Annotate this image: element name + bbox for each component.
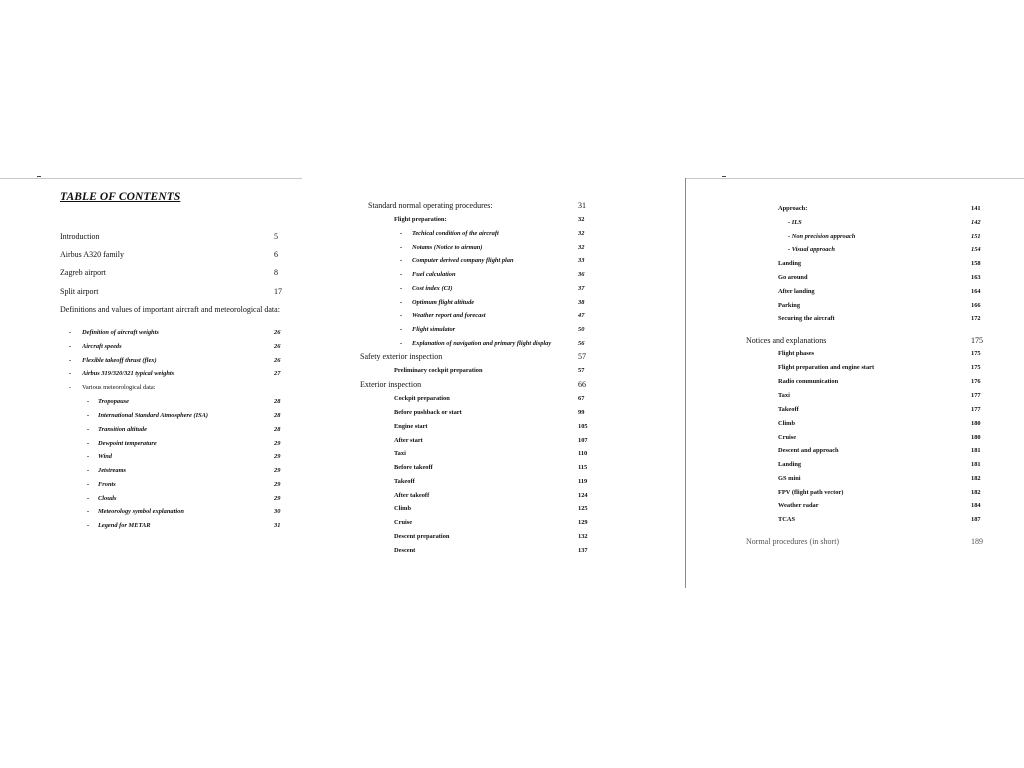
toc-entry-text: Zagreb airport bbox=[60, 268, 106, 277]
toc-entry-text: Optimum flight altitude bbox=[412, 299, 475, 306]
toc-entry-text: Cockpit preparation bbox=[394, 395, 450, 402]
toc-entry-text: Flight phases bbox=[778, 350, 815, 357]
toc-entry bbox=[394, 462, 588, 474]
toc-page-number: 115 bbox=[578, 464, 588, 471]
toc-entry-text: Engine start bbox=[394, 423, 428, 430]
toc-entry bbox=[394, 365, 585, 377]
toc-entry-text: Various meteorological data: bbox=[82, 384, 156, 391]
toc-page-number: 29 bbox=[274, 495, 281, 502]
toc-entry-text: Safety exterior inspection bbox=[360, 352, 443, 361]
toc-entry-text: Jetstreams bbox=[98, 467, 127, 474]
toc-entry-text: Airbus 319/320/321 typical weights bbox=[82, 370, 175, 377]
toc-entry bbox=[60, 304, 280, 315]
toc-page-number: 164 bbox=[971, 288, 981, 295]
toc-page-number: 29 bbox=[274, 440, 281, 447]
toc-page-number: 141 bbox=[971, 205, 981, 212]
toc-entry-text: Climb bbox=[778, 420, 796, 427]
toc-entry-text: Taxi bbox=[778, 392, 790, 399]
toc-entry bbox=[778, 390, 981, 402]
toc-entry-text: Fronts bbox=[98, 481, 116, 488]
page-top-rule-left bbox=[0, 178, 302, 179]
toc-entry-text: Split airport bbox=[60, 287, 99, 296]
toc-entry bbox=[60, 249, 278, 261]
toc-bullet-dash: - bbox=[87, 453, 90, 460]
toc-entry bbox=[778, 459, 981, 471]
toc-page-number: 176 bbox=[971, 378, 981, 385]
toc-page-number: 132 bbox=[578, 533, 588, 540]
toc-page-number: 182 bbox=[971, 475, 981, 482]
toc-entry-text: Definition of aircraft weights bbox=[82, 329, 159, 336]
toc-entry-text: Introduction bbox=[60, 232, 100, 241]
toc-entry bbox=[400, 242, 585, 254]
toc-entry-text: Flight preparation and engine start bbox=[778, 364, 875, 371]
toc-entry bbox=[87, 424, 281, 436]
toc-entry-text: Descent bbox=[394, 547, 416, 554]
toc-entry-text: - Visual approach bbox=[788, 246, 835, 253]
toc-bullet-dash: - bbox=[400, 257, 403, 264]
toc-entry-text: Preliminary cockpit preparation bbox=[394, 367, 483, 374]
toc-entry-text: Taxi bbox=[394, 450, 406, 457]
toc-page-number: 180 bbox=[971, 420, 981, 427]
toc-entry bbox=[778, 272, 981, 284]
toc-entry-text: TCAS bbox=[778, 516, 796, 523]
toc-entry bbox=[778, 445, 981, 457]
toc-entry bbox=[87, 438, 281, 450]
toc-page-number: 57 bbox=[578, 352, 586, 361]
toc-page-number: 5 bbox=[274, 232, 278, 241]
page-corner-mark-right bbox=[722, 176, 726, 177]
toc-page-number: 31 bbox=[578, 201, 586, 210]
toc-page-number: 26 bbox=[274, 343, 281, 350]
toc-entry bbox=[778, 362, 981, 374]
toc-entry bbox=[746, 335, 983, 347]
toc-entry bbox=[778, 203, 981, 215]
toc-bullet-dash: - bbox=[87, 481, 90, 488]
toc-entry-text: - Non precision approach bbox=[788, 233, 856, 240]
toc-entry-text: Before pushback or start bbox=[394, 409, 462, 416]
toc-entry bbox=[788, 217, 981, 229]
toc-entry bbox=[60, 286, 282, 298]
toc-entry-text: Weather report and forecast bbox=[412, 312, 486, 319]
toc-page-number: 29 bbox=[274, 453, 281, 460]
toc-entry-text: Techical condition of the aircraft bbox=[412, 230, 499, 237]
toc-entry-text: Flexible takeoff thrust (flex) bbox=[82, 357, 157, 364]
toc-entry bbox=[394, 517, 588, 529]
toc-entry bbox=[778, 404, 981, 416]
toc-entry-text: Flight simulator bbox=[412, 326, 456, 333]
toc-entry bbox=[778, 286, 981, 298]
toc-page-number: 37 bbox=[578, 285, 585, 292]
toc-entry bbox=[778, 473, 981, 485]
toc-page-number: 110 bbox=[578, 450, 588, 457]
toc-entry bbox=[87, 506, 281, 518]
toc-page-number: 187 bbox=[971, 516, 981, 523]
toc-page-number: 105 bbox=[578, 423, 588, 430]
toc-page-number: 28 bbox=[274, 398, 281, 405]
toc-title: TABLE OF CONTENTS bbox=[60, 191, 181, 203]
toc-page-number: 129 bbox=[578, 519, 588, 526]
toc-page-number: 32 bbox=[578, 244, 585, 251]
toc-bullet-dash: - bbox=[400, 326, 403, 333]
toc-entry bbox=[778, 500, 981, 512]
toc-bullet-dash: - bbox=[69, 384, 72, 391]
toc-page-number: 38 bbox=[578, 299, 585, 306]
toc-entry bbox=[394, 448, 588, 460]
toc-entry bbox=[368, 200, 586, 212]
toc-entry-text: Climb bbox=[394, 505, 412, 512]
toc-entry bbox=[394, 531, 588, 543]
toc-page-number: 177 bbox=[971, 392, 981, 399]
toc-entry bbox=[400, 283, 585, 295]
toc-page-number: 32 bbox=[578, 230, 585, 237]
toc-entry-text: FPV (flight path vector) bbox=[778, 489, 844, 496]
toc-page-number: 28 bbox=[274, 426, 281, 433]
toc-entry bbox=[87, 410, 281, 422]
toc-page-number: 154 bbox=[971, 246, 981, 253]
toc-entry-text: Cruise bbox=[778, 434, 797, 441]
toc-entry-text: GS mini bbox=[778, 475, 801, 482]
toc-page-number: 163 bbox=[971, 274, 981, 281]
toc-bullet-dash: - bbox=[400, 230, 403, 237]
toc-page-number: 29 bbox=[274, 467, 281, 474]
toc-entry-text: Parking bbox=[778, 302, 801, 309]
toc-entry bbox=[69, 382, 156, 394]
toc-entry-text: Notices and explanations bbox=[746, 336, 827, 345]
toc-bullet-dash: - bbox=[69, 329, 72, 336]
toc-entry bbox=[778, 432, 981, 444]
toc-page-number: 175 bbox=[971, 336, 983, 345]
toc-page-number: 26 bbox=[274, 357, 281, 364]
toc-page-number: 31 bbox=[274, 522, 281, 529]
toc-entry-text: Before takeoff bbox=[394, 464, 433, 471]
toc-entry bbox=[60, 267, 278, 279]
toc-entry-text: Definitions and values of important aircraft and meteorological data: bbox=[60, 305, 280, 314]
page-divider bbox=[685, 178, 686, 588]
toc-entry-text: Meteorology symbol explanation bbox=[98, 508, 184, 515]
toc-entry bbox=[788, 231, 981, 243]
toc-page-number: 28 bbox=[274, 412, 281, 419]
toc-entry bbox=[60, 231, 278, 243]
toc-bullet-dash: - bbox=[87, 508, 90, 515]
toc-bullet-dash: - bbox=[400, 299, 403, 306]
page-top-rule-right bbox=[686, 178, 1024, 179]
toc-page-number: 27 bbox=[274, 370, 281, 377]
toc-entry-text: After start bbox=[394, 437, 423, 444]
toc-page-number: 180 bbox=[971, 434, 981, 441]
toc-entry-text: Fuel calculation bbox=[412, 271, 456, 278]
toc-entry bbox=[69, 355, 281, 367]
toc-entry bbox=[400, 310, 585, 322]
toc-entry bbox=[87, 479, 281, 491]
toc-bullet-dash: - bbox=[87, 495, 90, 502]
toc-bullet-dash: - bbox=[87, 467, 90, 474]
toc-entry bbox=[87, 465, 281, 477]
toc-page-number: 32 bbox=[578, 216, 585, 223]
toc-entry bbox=[778, 300, 981, 312]
toc-entry-text: Wind bbox=[98, 453, 112, 460]
toc-entry-text: Dewpoint temperature bbox=[98, 440, 157, 447]
toc-entry bbox=[394, 545, 588, 557]
toc-page-number: 124 bbox=[578, 492, 588, 499]
toc-entry bbox=[394, 421, 588, 433]
toc-bullet-dash: - bbox=[87, 398, 90, 405]
toc-bullet-dash: - bbox=[400, 285, 403, 292]
toc-page-number: 66 bbox=[578, 380, 586, 389]
toc-page-number: 177 bbox=[971, 406, 981, 413]
toc-page-number: 175 bbox=[971, 350, 981, 357]
toc-entry-text: Descent and approach bbox=[778, 447, 839, 454]
toc-entry-text: After takeoff bbox=[394, 492, 430, 499]
toc-page-number: 6 bbox=[274, 250, 278, 259]
toc-entry bbox=[788, 244, 981, 256]
toc-entry bbox=[394, 476, 588, 488]
toc-entry-text: Normal procedures (in short) bbox=[746, 537, 840, 546]
toc-entry bbox=[778, 313, 981, 325]
toc-entry-text: Clouds bbox=[98, 495, 117, 502]
toc-page-number: 166 bbox=[971, 302, 981, 309]
toc-entry bbox=[746, 536, 983, 548]
toc-entry-text: Flight preparation: bbox=[394, 216, 447, 223]
toc-entry bbox=[778, 418, 981, 430]
toc-page-number: 142 bbox=[971, 219, 981, 226]
toc-entry-text: After landing bbox=[778, 288, 815, 295]
toc-bullet-dash: - bbox=[87, 440, 90, 447]
toc-page-number: 99 bbox=[578, 409, 585, 416]
toc-entry bbox=[778, 258, 981, 270]
toc-entry-text: Airbus A320 family bbox=[60, 250, 124, 259]
toc-page-number: 125 bbox=[578, 505, 588, 512]
toc-entry-text: Aircraft speeds bbox=[82, 343, 122, 350]
toc-entry-text: Weather radar bbox=[778, 502, 819, 509]
toc-page-number: 175 bbox=[971, 364, 981, 371]
toc-bullet-dash: - bbox=[400, 244, 403, 251]
toc-entry-text: Securing the aircraft bbox=[778, 315, 835, 322]
toc-bullet-dash: - bbox=[400, 340, 403, 347]
toc-entry bbox=[400, 297, 585, 309]
toc-page-number: 26 bbox=[274, 329, 281, 336]
toc-page-number: 8 bbox=[274, 268, 278, 277]
toc-entry bbox=[87, 451, 281, 463]
toc-entry-text: Cost index (CI) bbox=[412, 285, 453, 292]
toc-page-number: 36 bbox=[578, 271, 585, 278]
toc-page-number: 158 bbox=[971, 260, 981, 267]
toc-bullet-dash: - bbox=[69, 343, 72, 350]
toc-entry bbox=[400, 269, 585, 281]
toc-entry-text: Standard normal operating procedures: bbox=[368, 201, 493, 210]
toc-entry-text: Cruise bbox=[394, 519, 413, 526]
toc-entry bbox=[778, 514, 981, 526]
toc-page-number: 119 bbox=[578, 478, 588, 485]
toc-entry bbox=[400, 228, 585, 240]
toc-entry-text: Explanation of navigation and primary flight display bbox=[412, 340, 552, 347]
toc-page-number: 29 bbox=[274, 481, 281, 488]
toc-page-number: 182 bbox=[971, 489, 981, 496]
toc-entry bbox=[87, 493, 281, 505]
toc-bullet-dash: - bbox=[87, 426, 90, 433]
toc-entry bbox=[778, 348, 981, 360]
toc-entry-text: Descent preparation bbox=[394, 533, 450, 540]
page-corner-mark-left bbox=[37, 176, 41, 177]
toc-entry-text: Takeoff bbox=[778, 406, 799, 413]
toc-entry bbox=[400, 255, 585, 267]
toc-page-number: 107 bbox=[578, 437, 588, 444]
toc-entry bbox=[400, 324, 585, 336]
toc-entry bbox=[400, 338, 585, 350]
toc-entry bbox=[778, 376, 981, 388]
toc-entry bbox=[87, 520, 281, 532]
toc-entry bbox=[69, 327, 281, 339]
toc-bullet-dash: - bbox=[87, 412, 90, 419]
toc-entry-text: Exterior inspection bbox=[360, 380, 422, 389]
toc-entry bbox=[778, 487, 981, 499]
toc-entry bbox=[394, 490, 588, 502]
toc-entry-text: Landing bbox=[778, 260, 802, 267]
toc-page-number: 50 bbox=[578, 326, 585, 333]
toc-bullet-dash: - bbox=[400, 271, 403, 278]
toc-entry bbox=[87, 396, 281, 408]
toc-page-number: 172 bbox=[971, 315, 981, 322]
toc-entry bbox=[69, 341, 281, 353]
toc-entry-text: Takeoff bbox=[394, 478, 415, 485]
toc-entry-text: Legend for METAR bbox=[98, 522, 151, 529]
toc-page-number: 151 bbox=[971, 233, 981, 240]
toc-entry-text: Notams (Notice to airman) bbox=[412, 244, 483, 251]
toc-bullet-dash: - bbox=[69, 357, 72, 364]
toc-page-number: 137 bbox=[578, 547, 588, 554]
toc-entry-text: Approach: bbox=[778, 205, 808, 212]
toc-entry-text: Radio communication bbox=[778, 378, 839, 385]
toc-page-number: 67 bbox=[578, 395, 585, 402]
toc-page-number: 184 bbox=[971, 502, 981, 509]
toc-page-number: 181 bbox=[971, 447, 981, 454]
toc-bullet-dash: - bbox=[400, 312, 403, 319]
toc-entry bbox=[394, 393, 585, 405]
toc-page-number: 17 bbox=[274, 287, 282, 296]
toc-page-number: 56 bbox=[578, 340, 585, 347]
toc-page-number: 181 bbox=[971, 461, 981, 468]
toc-entry-text: International Standard Atmosphere (ISA) bbox=[98, 412, 209, 419]
toc-page-number: 47 bbox=[578, 312, 585, 319]
toc-page-number: 189 bbox=[971, 537, 983, 546]
toc-entry-text: Computer derived company flight plan bbox=[412, 257, 514, 264]
toc-entry bbox=[360, 379, 586, 391]
toc-entry-text: Landing bbox=[778, 461, 802, 468]
toc-page-number: 57 bbox=[578, 367, 585, 374]
toc-entry bbox=[360, 351, 586, 363]
toc-entry bbox=[394, 503, 588, 515]
toc-entry-text: Go around bbox=[778, 274, 808, 281]
toc-entry-text: - ILS bbox=[788, 219, 802, 226]
toc-page-number: 30 bbox=[274, 508, 281, 515]
toc-entry bbox=[394, 214, 585, 226]
toc-entry bbox=[69, 368, 281, 380]
toc-entry-text: Transition altitude bbox=[98, 426, 147, 433]
toc-page-number: 33 bbox=[578, 257, 585, 264]
toc-entry bbox=[394, 435, 588, 447]
toc-bullet-dash: - bbox=[87, 522, 90, 529]
toc-bullet-dash: - bbox=[69, 370, 72, 377]
toc-entry bbox=[394, 407, 585, 419]
toc-entry-text: Tropopause bbox=[98, 398, 130, 405]
